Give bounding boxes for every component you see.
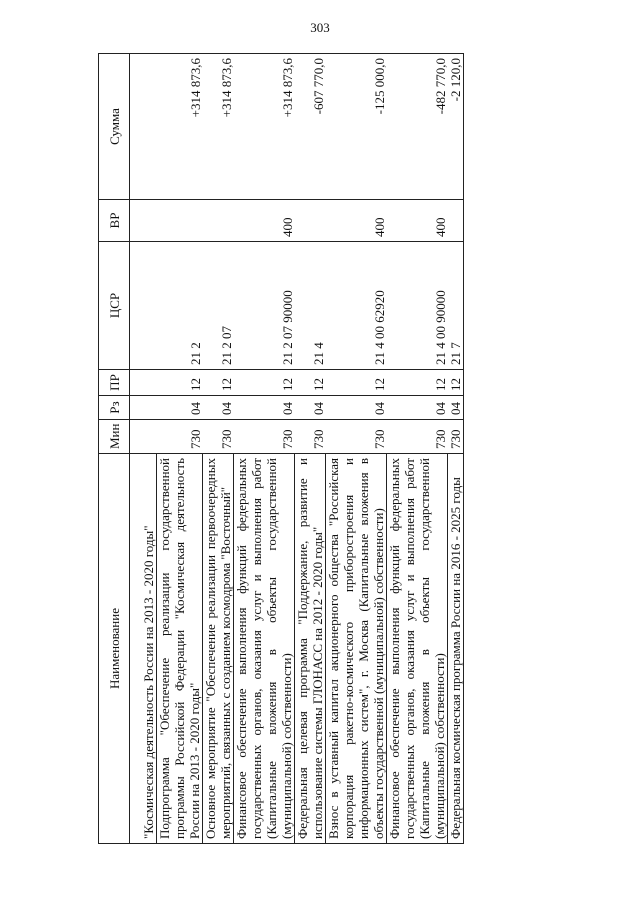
row-pr: 12 — [295, 370, 326, 396]
table-row — [295, 54, 326, 844]
row-rz: 04 — [448, 396, 464, 420]
table-body — [130, 54, 464, 844]
page-number: 303 — [310, 20, 330, 35]
row-sum: -2 120,0 — [448, 54, 464, 200]
header-sum: Сумма — [99, 54, 130, 200]
header-vr: ВР — [99, 200, 130, 242]
row-csr: 21 2 — [157, 242, 203, 370]
row-pr: 12 — [203, 370, 234, 396]
row-vr: 400 — [234, 200, 295, 242]
row-vr — [203, 200, 234, 242]
row-pr: 12 — [234, 370, 295, 396]
row-rz: 04 — [203, 396, 234, 420]
header-rz: Рз — [99, 396, 130, 420]
table-row — [234, 54, 295, 844]
table-header — [99, 54, 130, 844]
row-csr: 21 4 — [295, 242, 326, 370]
row-pr — [130, 370, 157, 396]
row-sum — [130, 54, 157, 200]
row-name: "Космическая деятельность России на 2013 - 2020 годы" — [130, 454, 157, 844]
row-csr — [130, 242, 157, 370]
row-rz: 04 — [326, 396, 387, 420]
row-sum: +314 873,6 — [157, 54, 203, 200]
row-rz — [130, 396, 157, 420]
row-min: 730 — [326, 420, 387, 454]
table-row — [326, 54, 387, 844]
row-rz: 04 — [234, 396, 295, 420]
row-vr: 400 — [387, 200, 448, 242]
row-rz: 04 — [387, 396, 448, 420]
row-sum: -482 770,0 — [387, 54, 448, 200]
row-csr: 21 7 — [448, 242, 464, 370]
row-csr: 21 2 07 — [203, 242, 234, 370]
row-pr: 12 — [387, 370, 448, 396]
row-pr: 12 — [448, 370, 464, 396]
table-row — [130, 54, 157, 844]
row-name: Финансовое обеспечение выполнения функций федеральных государственных органов, оказания услуг и выполнения работ (Капитальные вложения в объекты государственной (муниципальной) собственности) — [387, 454, 448, 844]
row-sum: +314 873,6 — [203, 54, 234, 200]
row-sum: +314 873,6 — [234, 54, 295, 200]
row-csr: 21 2 07 90000 — [234, 242, 295, 370]
row-sum: -125 000,0 — [326, 54, 387, 200]
header-min: Мин — [99, 420, 130, 454]
table-row — [203, 54, 234, 844]
row-vr: 400 — [326, 200, 387, 242]
header-pr: ПР — [99, 370, 130, 396]
rotated-table-container — [98, 54, 598, 844]
table-row — [387, 54, 448, 844]
row-min: 730 — [234, 420, 295, 454]
row-name: Федеральная целевая программа "Поддержание, развитие и использование системы ГЛОНАСС на 2012 - 2020 годы" — [295, 454, 326, 844]
row-vr — [295, 200, 326, 242]
row-csr: 21 4 00 90000 — [387, 242, 448, 370]
row-name: Подпрограмма "Обеспечение реализации государственной программы Российской Федерации "Космическая деятельность России на 2013 - 2020 годы" — [157, 454, 203, 844]
row-rz: 04 — [295, 396, 326, 420]
row-min: 730 — [295, 420, 326, 454]
header-csr: ЦСР — [99, 242, 130, 370]
row-sum: -607 770,0 — [295, 54, 326, 200]
row-min: 730 — [157, 420, 203, 454]
row-csr: 21 4 00 62920 — [326, 242, 387, 370]
row-min: 730 — [203, 420, 234, 454]
header-name: Наименование — [99, 454, 130, 844]
budget-table — [98, 53, 464, 844]
row-vr — [157, 200, 203, 242]
row-pr: 12 — [157, 370, 203, 396]
row-min — [130, 420, 157, 454]
row-name: Финансовое обеспечение выполнения функций федеральных государственных органов, оказания услуг и выполнения работ (Капитальные вложения в объекты государственной (муниципальной) собственности) — [234, 454, 295, 844]
row-name: Основное мероприятие "Обеспечение реализации первоочередных мероприятий, связанных с созданием космодрома "Восточный" — [203, 454, 234, 844]
row-rz: 04 — [157, 396, 203, 420]
row-name: Взнос в уставный капитал акционерного общества "Российская корпорация ракетно-космического приборостроения и информационных систем", г. Москва (Капитальные вложения в объекты государственной (муниципальной) собственности) — [326, 454, 387, 844]
row-vr — [448, 200, 464, 242]
table-row — [448, 54, 464, 844]
row-name: Федеральная космическая программа России на 2016 - 2025 годы — [448, 454, 464, 844]
row-pr: 12 — [326, 370, 387, 396]
row-min: 730 — [448, 420, 464, 454]
table-row — [157, 54, 203, 844]
row-min: 730 — [387, 420, 448, 454]
row-vr — [130, 200, 157, 242]
